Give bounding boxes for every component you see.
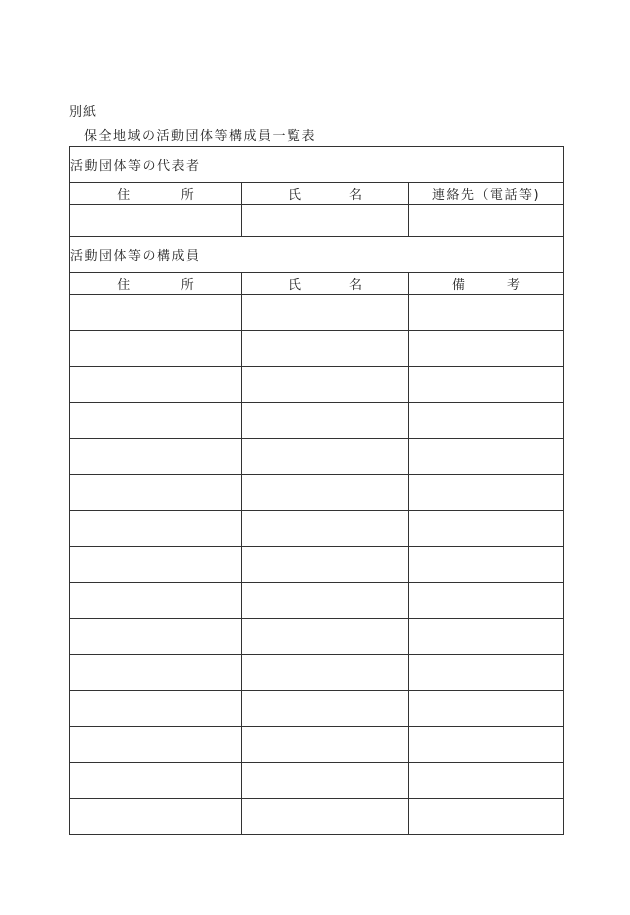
table-row (70, 511, 564, 547)
member-column-header-address-char-2: 所 (180, 278, 194, 293)
member-address-cell[interactable] (70, 799, 242, 835)
column-header-contact: 連絡先（電話等) (409, 183, 564, 205)
representative-contact-cell[interactable] (409, 205, 564, 237)
member-name-cell[interactable] (242, 619, 409, 655)
member-name-cell[interactable] (242, 403, 409, 439)
table-row (70, 691, 564, 727)
member-column-header-remarks-char-2: 考 (507, 278, 521, 293)
member-address-cell[interactable] (70, 727, 242, 763)
column-header-name-char-1: 氏 (287, 188, 301, 203)
member-column-header-name-char-1: 氏 (287, 278, 301, 293)
member-column-header-address-char-1: 住 (117, 278, 131, 293)
member-remarks-cell[interactable] (409, 295, 564, 331)
member-remarks-cell[interactable] (409, 727, 564, 763)
table-row (70, 367, 564, 403)
table-row (70, 475, 564, 511)
table-row (70, 655, 564, 691)
member-remarks-cell[interactable] (409, 511, 564, 547)
member-name-cell[interactable] (242, 799, 409, 835)
member-remarks-cell[interactable] (409, 439, 564, 475)
column-header-address (70, 183, 242, 205)
member-column-header-name (242, 273, 409, 295)
table-row (70, 403, 564, 439)
member-remarks-cell[interactable] (409, 583, 564, 619)
member-remarks-cell[interactable] (409, 763, 564, 799)
column-header-name-char-2: 名 (348, 188, 362, 203)
column-header-name (242, 183, 409, 205)
table-row (70, 439, 564, 475)
member-section-heading: 活動団体等の構成員 (70, 237, 564, 273)
member-remarks-cell[interactable] (409, 547, 564, 583)
member-name-cell[interactable] (242, 475, 409, 511)
member-remarks-cell[interactable] (409, 799, 564, 835)
table-row (70, 295, 564, 331)
member-address-cell[interactable] (70, 403, 242, 439)
member-remarks-cell[interactable] (409, 655, 564, 691)
member-column-header-remarks (409, 273, 564, 295)
member-column-header-address (70, 273, 242, 295)
table-row (70, 205, 564, 237)
member-name-cell[interactable] (242, 547, 409, 583)
member-remarks-cell[interactable] (409, 403, 564, 439)
member-address-cell[interactable] (70, 655, 242, 691)
table-row (70, 763, 564, 799)
member-name-cell[interactable] (242, 439, 409, 475)
member-address-cell[interactable] (70, 511, 242, 547)
table-row (70, 331, 564, 367)
member-address-cell[interactable] (70, 367, 242, 403)
member-name-cell[interactable] (242, 691, 409, 727)
attachment-label: 別紙 (69, 105, 98, 120)
table-row (70, 619, 564, 655)
member-name-cell[interactable] (242, 295, 409, 331)
column-header-address-char-2: 所 (180, 188, 194, 203)
member-name-cell[interactable] (242, 511, 409, 547)
representative-section-heading: 活動団体等の代表者 (70, 147, 564, 183)
member-name-cell[interactable] (242, 727, 409, 763)
member-column-header-remarks-char-1: 備 (452, 278, 466, 293)
table-row (70, 727, 564, 763)
member-name-cell[interactable] (242, 655, 409, 691)
member-address-cell[interactable] (70, 475, 242, 511)
form-title: 保全地域の活動団体等構成員一覧表 (84, 129, 317, 144)
table-row (70, 547, 564, 583)
table-row (70, 583, 564, 619)
member-address-cell[interactable] (70, 691, 242, 727)
table-row (70, 799, 564, 835)
representative-address-cell[interactable] (70, 205, 242, 237)
representative-name-cell[interactable] (242, 205, 409, 237)
member-remarks-cell[interactable] (409, 475, 564, 511)
member-remarks-cell[interactable] (409, 691, 564, 727)
member-address-cell[interactable] (70, 763, 242, 799)
member-remarks-cell[interactable] (409, 619, 564, 655)
member-name-cell[interactable] (242, 331, 409, 367)
column-header-address-char-1: 住 (117, 188, 131, 203)
member-address-cell[interactable] (70, 583, 242, 619)
member-name-cell[interactable] (242, 763, 409, 799)
member-address-cell[interactable] (70, 295, 242, 331)
member-address-cell[interactable] (70, 331, 242, 367)
member-address-cell[interactable] (70, 439, 242, 475)
member-name-cell[interactable] (242, 583, 409, 619)
member-name-cell[interactable] (242, 367, 409, 403)
member-address-cell[interactable] (70, 619, 242, 655)
member-address-cell[interactable] (70, 547, 242, 583)
member-remarks-cell[interactable] (409, 331, 564, 367)
member-column-header-name-char-2: 名 (348, 278, 362, 293)
member-remarks-cell[interactable] (409, 367, 564, 403)
member-list-table (69, 146, 564, 835)
